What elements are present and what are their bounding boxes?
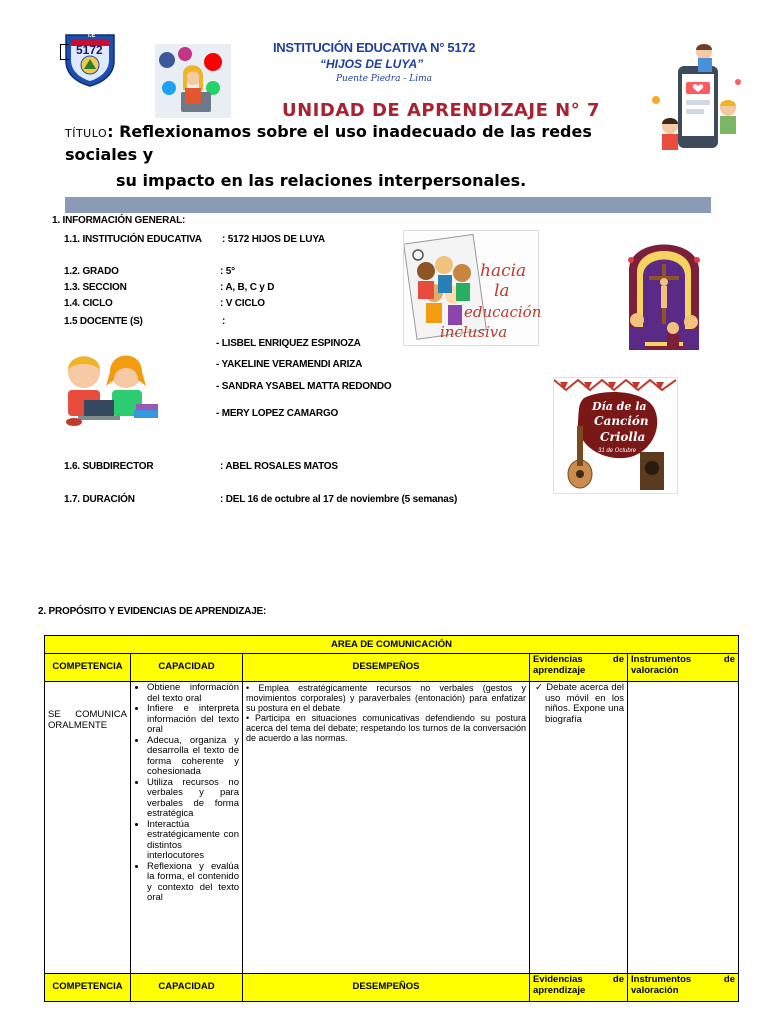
educacion-inclusiva-image [403,230,542,346]
inclusiva-text-2: la [494,281,510,301]
capacidades-list [134,683,239,904]
logo-number: 5172 [76,43,103,57]
teacher-item: - MERY LOPEZ CAMARGO [216,408,339,419]
info-label-ciclo: 1.4. CICLO [64,298,113,309]
logo-letters: I.E [88,33,96,39]
info-label-seccion: 1.3. SECCION [64,282,127,293]
info-label-institucion: 1.1. INSTITUCIÓN EDUCATIVA [64,234,202,245]
header-competencia-2: COMPETENCIA [45,974,131,1002]
teacher-item: - YAKELINE VERAMENDI ARIZA [216,359,363,370]
info-value-seccion: : A, B, C y D [220,282,275,293]
info-heading: 1. INFORMACIÓN GENERAL: [52,215,186,226]
logo-left-mark [60,44,69,60]
info-value-docente: : [222,316,226,327]
school-name: “HIJOS DE LUYA” [320,57,424,71]
cell-evidencias [530,682,628,974]
info-value-duracion: : DEL 16 de octubre al 17 de noviembre (5 semanas) [220,494,458,505]
capacidad-item: • Interactúa estratégicamente con distintos interlocutores [147,820,239,862]
info-label-subdirector: 1.6. SUBDIRECTOR [64,461,154,472]
evidencia-item: ✓ Debate acerca del uso móvil en los niños. Expone una biografía [545,683,624,725]
info-value-ciclo: : V CICLO [220,298,265,309]
cell-instrumentos [628,682,739,974]
cancion-text-1: Día de la [592,400,647,413]
kids-laptop-illustration [54,350,166,428]
inclusiva-text-3: educación [464,303,542,321]
teacher-item: - SANDRA YSABEL MATTA REDONDO [216,381,392,392]
kids-phone-illustration [646,42,746,160]
school-place: Puente Piedra - Lima [336,74,432,84]
social-media-illustration [155,44,231,118]
cell-competencia [45,682,131,974]
unit-title: UNIDAD DE APRENDIZAJE N° 7 [282,100,601,121]
titulo-line-2: su impacto en las relaciones interpersonales. [116,171,527,190]
header-desempenos: DESEMPEÑOS [243,654,530,682]
area-title: AREA DE COMUNICACIÓN [45,636,739,654]
info-value-subdirector: : ABEL ROSALES MATOS [220,461,338,472]
divider-bar [65,197,711,213]
school-line: INSTITUCIÓN EDUCATIVA N° 5172 [273,40,476,55]
competencia-text: SE COMUNICA ORALMENTE [48,709,127,731]
header-capacidad-2: CAPACIDAD [131,974,243,1002]
capacidad-item: • Infiere e interpreta información del texto oral [147,704,239,736]
header-evidencias: Evidencias de aprendizaje [530,654,628,682]
info-value-institucion: : 5172 HIJOS DE LUYA [222,234,325,245]
info-label-duracion: 1.7. DURACIÓN [64,494,135,505]
cancion-text-3: Criolla [600,430,646,444]
header-evidencias-2: Evidencias de aprendizaje [530,974,628,1002]
desempeno-item: • Emplea estratégicamente recursos no verbales (gestos y movimientos corporales) y paraverbales (entonación) para enfatizar su postura en el debate [246,683,526,713]
capacidad-item: • Reflexiona y evalúa la forma, el contenido y contexto del texto oral [147,862,239,904]
info-value-grado: : 5° [220,266,235,277]
titulo-label: TÍTULO [65,127,108,140]
header-desempenos-2: DESEMPEÑOS [243,974,530,1002]
teacher-item: - LISBEL ENRIQUEZ ESPINOZA [216,338,361,349]
section2-heading: 2. PROPÓSITO Y EVIDENCIAS DE APRENDIZAJE: [38,606,267,617]
header-instrumentos-2: Instrumentos de valoración [628,974,739,1002]
procession-image [617,230,711,352]
comunicacion-table [44,635,739,1002]
cancion-criolla-image [553,377,678,494]
cell-capacidades [131,682,243,974]
titulo-line-1: : Reflexionamos sobre el uso inadecuado de las redes sociales y [65,122,592,164]
inclusiva-text-1: hacia [480,261,527,281]
capacidad-item: • Utiliza recursos no verbales y para verbales de forma estratégica [147,778,239,820]
info-label-docente: 1.5 DOCENTE (S) [64,316,143,327]
unit-subject [65,121,625,165]
desempeno-item: • Participa en situaciones comunicativas defendiendo su postura acerca del tema del debate; respetando los turnos de la conversación de acuerdo a las normas. [246,713,526,743]
school-logo [62,33,118,87]
evidencias-list [533,683,624,725]
cancion-date: 31 de Octubre [598,448,637,454]
capacidad-item: • Obtiene información del texto oral [147,683,239,704]
info-label-grado: 1.2. GRADO [64,266,119,277]
cancion-text-2: Canción [594,414,649,428]
header-capacidad: CAPACIDAD [131,654,243,682]
cell-desempenos [243,682,530,974]
capacidad-item: • Adecua, organiza y desarrolla el texto de forma coherente y cohesionada [147,736,239,778]
inclusiva-text-4: inclusiva [440,323,508,341]
header-competencia: COMPETENCIA [45,654,131,682]
header-instrumentos: Instrumentos de valoración [628,654,739,682]
